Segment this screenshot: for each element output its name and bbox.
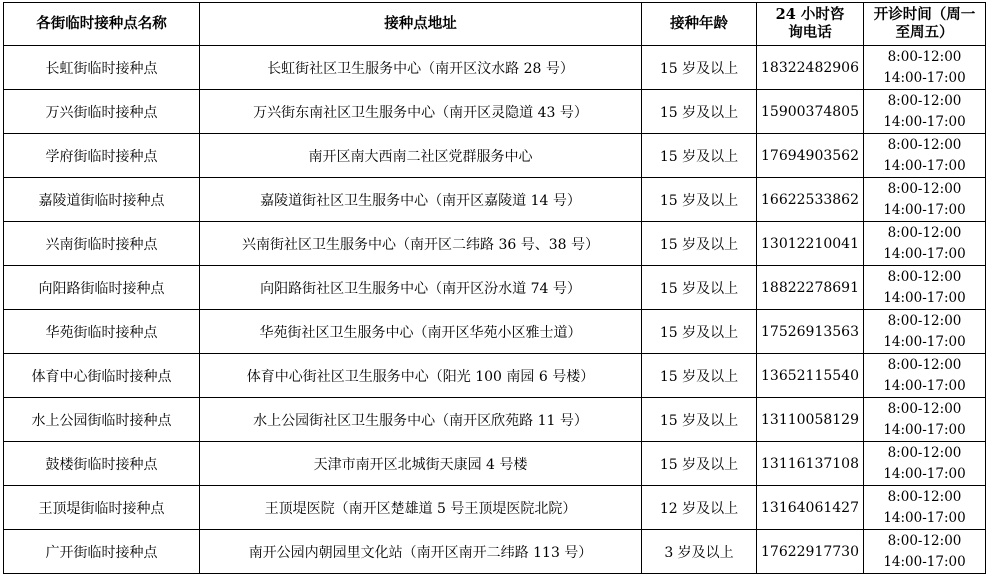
afternoon-hours: 14:00-17:00 xyxy=(883,201,966,218)
consult-phone: 15900374805 xyxy=(757,90,864,134)
header-row xyxy=(4,3,986,46)
header-phone: 24 小时咨询电话 xyxy=(757,3,864,46)
site-address: 华苑街社区卫生服务中心（南开区华苑小区雅士道） xyxy=(200,310,642,354)
consult-phone: 17526913563 xyxy=(757,310,864,354)
site-name: 兴南街临时接种点 xyxy=(4,222,200,266)
eligible-age: 12 岁及以上 xyxy=(642,486,757,530)
site-name: 体育中心街临时接种点 xyxy=(4,354,200,398)
site-name: 向阳路街临时接种点 xyxy=(4,266,200,310)
opening-hours xyxy=(864,310,986,354)
site-address: 长虹街社区卫生服务中心（南开区汶水路 28 号） xyxy=(200,46,642,90)
eligible-age: 15 岁及以上 xyxy=(642,46,757,90)
opening-hours xyxy=(864,530,986,574)
afternoon-hours: 14:00-17:00 xyxy=(883,245,966,262)
afternoon-hours: 14:00-17:00 xyxy=(883,113,966,130)
morning-hours: 8:00-12:00 xyxy=(887,92,962,109)
site-address: 王顶堤医院（南开区楚雄道 5 号王顶堤医院北院） xyxy=(200,486,642,530)
site-address: 体育中心街社区卫生服务中心（阳光 100 南园 6 号楼） xyxy=(200,354,642,398)
morning-hours: 8:00-12:00 xyxy=(887,444,962,461)
table-row xyxy=(4,398,986,442)
consult-phone: 13116137108 xyxy=(757,442,864,486)
eligible-age: 15 岁及以上 xyxy=(642,90,757,134)
morning-hours: 8:00-12:00 xyxy=(887,356,962,373)
table-row xyxy=(4,134,986,178)
morning-hours: 8:00-12:00 xyxy=(887,312,962,329)
header-address: 接种点地址 xyxy=(200,3,642,46)
table-row xyxy=(4,354,986,398)
opening-hours xyxy=(864,398,986,442)
morning-hours: 8:00-12:00 xyxy=(887,180,962,197)
header-site-name: 各街临时接种点名称 xyxy=(4,3,200,46)
opening-hours xyxy=(864,486,986,530)
consult-phone: 13164061427 xyxy=(757,486,864,530)
afternoon-hours: 14:00-17:00 xyxy=(883,553,966,570)
site-name: 长虹街临时接种点 xyxy=(4,46,200,90)
morning-hours: 8:00-12:00 xyxy=(887,268,962,285)
site-address: 万兴街东南社区卫生服务中心（南开区灵隐道 43 号） xyxy=(200,90,642,134)
site-address: 兴南街社区卫生服务中心（南开区二纬路 36 号、38 号） xyxy=(200,222,642,266)
consult-phone: 17622917730 xyxy=(757,530,864,574)
site-name: 华苑街临时接种点 xyxy=(4,310,200,354)
site-name: 王顶堤街临时接种点 xyxy=(4,486,200,530)
table-row xyxy=(4,178,986,222)
opening-hours xyxy=(864,442,986,486)
eligible-age: 15 岁及以上 xyxy=(642,354,757,398)
site-name: 学府街临时接种点 xyxy=(4,134,200,178)
opening-hours xyxy=(864,354,986,398)
eligible-age: 15 岁及以上 xyxy=(642,398,757,442)
morning-hours: 8:00-12:00 xyxy=(887,400,962,417)
table-row xyxy=(4,90,986,134)
table-row xyxy=(4,442,986,486)
site-address: 南开区南大西南二社区党群服务中心 xyxy=(200,134,642,178)
morning-hours: 8:00-12:00 xyxy=(887,224,962,241)
consult-phone: 13652115540 xyxy=(757,354,864,398)
table-row xyxy=(4,266,986,310)
afternoon-hours: 14:00-17:00 xyxy=(883,465,966,482)
table-row xyxy=(4,530,986,574)
afternoon-hours: 14:00-17:00 xyxy=(883,509,966,526)
eligible-age: 15 岁及以上 xyxy=(642,178,757,222)
morning-hours: 8:00-12:00 xyxy=(887,48,962,65)
site-address: 南开公园内朝园里文化站（南开区南开二纬路 113 号） xyxy=(200,530,642,574)
consult-phone: 16622533862 xyxy=(757,178,864,222)
eligible-age: 15 岁及以上 xyxy=(642,134,757,178)
afternoon-hours: 14:00-17:00 xyxy=(883,421,966,438)
eligible-age: 15 岁及以上 xyxy=(642,310,757,354)
opening-hours xyxy=(864,266,986,310)
consult-phone: 18822278691 xyxy=(757,266,864,310)
site-name: 万兴街临时接种点 xyxy=(4,90,200,134)
eligible-age: 15 岁及以上 xyxy=(642,222,757,266)
opening-hours xyxy=(864,178,986,222)
consult-phone: 13110058129 xyxy=(757,398,864,442)
site-name: 嘉陵道街临时接种点 xyxy=(4,178,200,222)
table-row xyxy=(4,310,986,354)
morning-hours: 8:00-12:00 xyxy=(887,488,962,505)
table-row xyxy=(4,486,986,530)
site-address: 向阳路街社区卫生服务中心（南开区汾水道 74 号） xyxy=(200,266,642,310)
table-row xyxy=(4,46,986,90)
opening-hours xyxy=(864,90,986,134)
vaccination-sites-table xyxy=(3,2,986,574)
site-address: 天津市南开区北城街天康园 4 号楼 xyxy=(200,442,642,486)
afternoon-hours: 14:00-17:00 xyxy=(883,157,966,174)
consult-phone: 18322482906 xyxy=(757,46,864,90)
morning-hours: 8:00-12:00 xyxy=(887,532,962,549)
site-name: 鼓楼街临时接种点 xyxy=(4,442,200,486)
opening-hours xyxy=(864,46,986,90)
eligible-age: 15 岁及以上 xyxy=(642,266,757,310)
header-age: 接种年龄 xyxy=(642,3,757,46)
consult-phone: 17694903562 xyxy=(757,134,864,178)
consult-phone: 13012210041 xyxy=(757,222,864,266)
morning-hours: 8:00-12:00 xyxy=(887,136,962,153)
site-address: 水上公园街社区卫生服务中心（南开区欣苑路 11 号） xyxy=(200,398,642,442)
site-name: 广开街临时接种点 xyxy=(4,530,200,574)
eligible-age: 15 岁及以上 xyxy=(642,442,757,486)
afternoon-hours: 14:00-17:00 xyxy=(883,377,966,394)
header-hours: 开诊时间（周一至周五） xyxy=(864,3,986,46)
eligible-age: 3 岁及以上 xyxy=(642,530,757,574)
site-name: 水上公园街临时接种点 xyxy=(4,398,200,442)
table-row xyxy=(4,222,986,266)
opening-hours xyxy=(864,222,986,266)
afternoon-hours: 14:00-17:00 xyxy=(883,289,966,306)
opening-hours xyxy=(864,134,986,178)
afternoon-hours: 14:00-17:00 xyxy=(883,69,966,86)
afternoon-hours: 14:00-17:00 xyxy=(883,333,966,350)
site-address: 嘉陵道街社区卫生服务中心（南开区嘉陵道 14 号） xyxy=(200,178,642,222)
